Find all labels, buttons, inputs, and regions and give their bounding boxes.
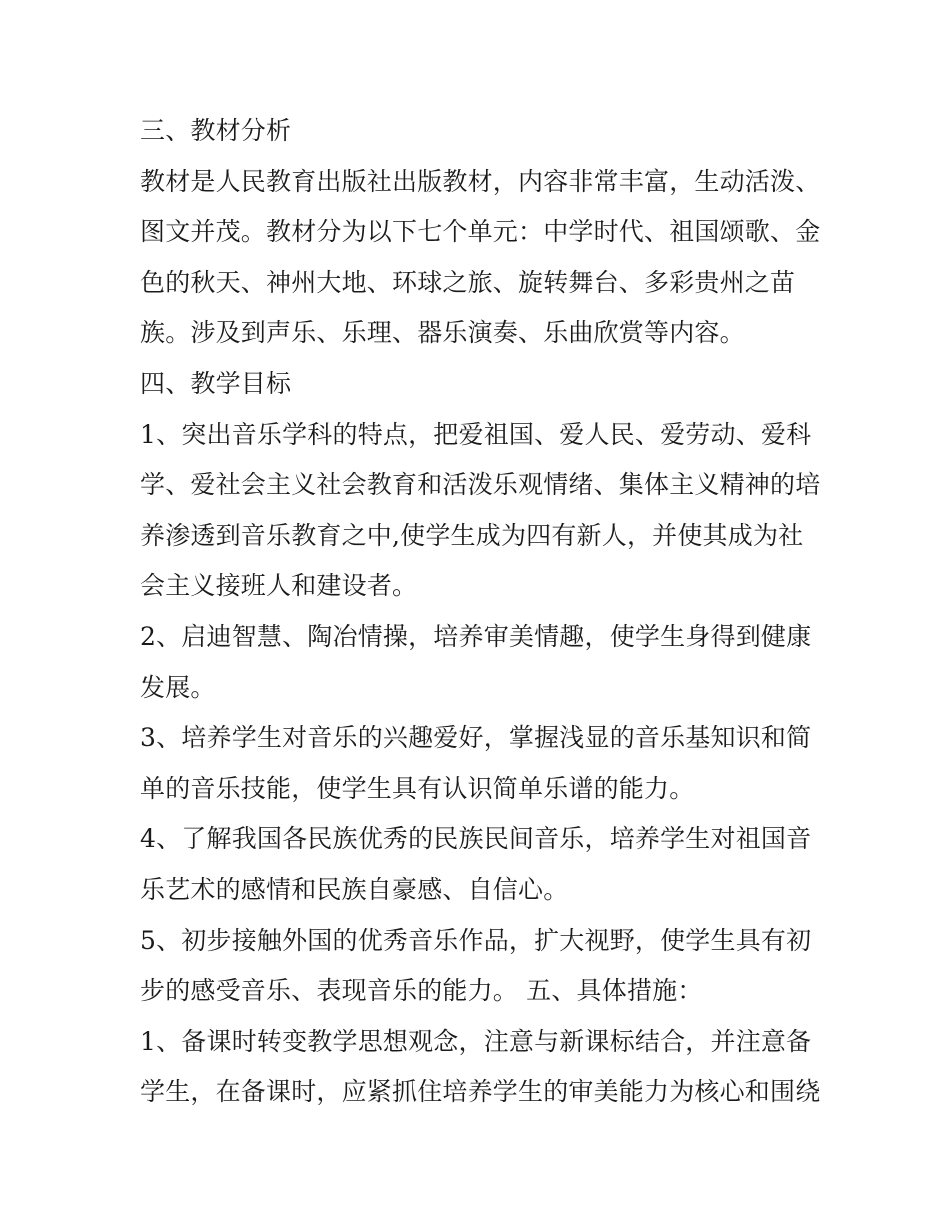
paragraph-line: 4、了解我国各民族优秀的民族民间音乐，培养学生对祖国音 — [140, 824, 812, 854]
paragraph-line: 2、启迪智慧、陶冶情操，培养审美情趣，使学生身得到健康 — [140, 621, 812, 651]
section-heading-teaching-goals: 四、教学目标 — [140, 368, 292, 398]
paragraph-line: 学生，在备课时，应紧抓住培养学生的审美能力为核心和围绕 — [140, 1077, 821, 1107]
paragraph-line: 族。涉及到声乐、乐理、器乐演奏、乐曲欣赏等内容。 — [140, 318, 745, 348]
paragraph-line: 养渗透到音乐教育之中,使学生成为四有新人，并使其成为社 — [140, 520, 804, 550]
paragraph-line: 会主义接班人和建设者。 — [140, 571, 418, 601]
paragraph-line: 5、初步接触外国的优秀音乐作品，扩大视野，使学生具有初 — [140, 925, 812, 955]
paragraph-line: 1、备课时转变教学思想观念，注意与新课标结合，并注意备 — [140, 1026, 812, 1056]
paragraph-line: 乐艺术的感情和民族自豪感、自信心。 — [140, 874, 569, 904]
paragraph-line: 色的秋天、神州大地、环球之旅、旋转舞台、多彩贵州之苗 — [140, 267, 796, 297]
document-body — [140, 106, 820, 1118]
paragraph-line: 教材是人民教育出版社出版教材，内容非常丰富，生动活泼、 — [140, 166, 821, 196]
paragraph-line: 学、爱社会主义社会教育和活泼乐观情绪、集体主义精神的培 — [140, 470, 821, 500]
paragraph-line: 发展。 — [140, 672, 216, 702]
paragraph-line: 图文并茂。教材分为以下七个单元：中学时代、祖国颂歌、金 — [140, 217, 821, 247]
paragraph-line: 1、突出音乐学科的特点，把爱祖国、爱人民、爱劳动、爱科 — [140, 419, 812, 449]
section-heading-textbook-analysis: 三、教材分析 — [140, 116, 292, 145]
paragraph-line: 3、培养学生对音乐的兴趣爱好，掌握浅显的音乐基知识和简 — [140, 723, 812, 753]
paragraph-line: 步的感受音乐、表现音乐的能力。 五、具体措施： — [140, 976, 703, 1006]
paragraph-line: 单的音乐技能，使学生具有认识简单乐谱的能力。 — [140, 773, 695, 803]
